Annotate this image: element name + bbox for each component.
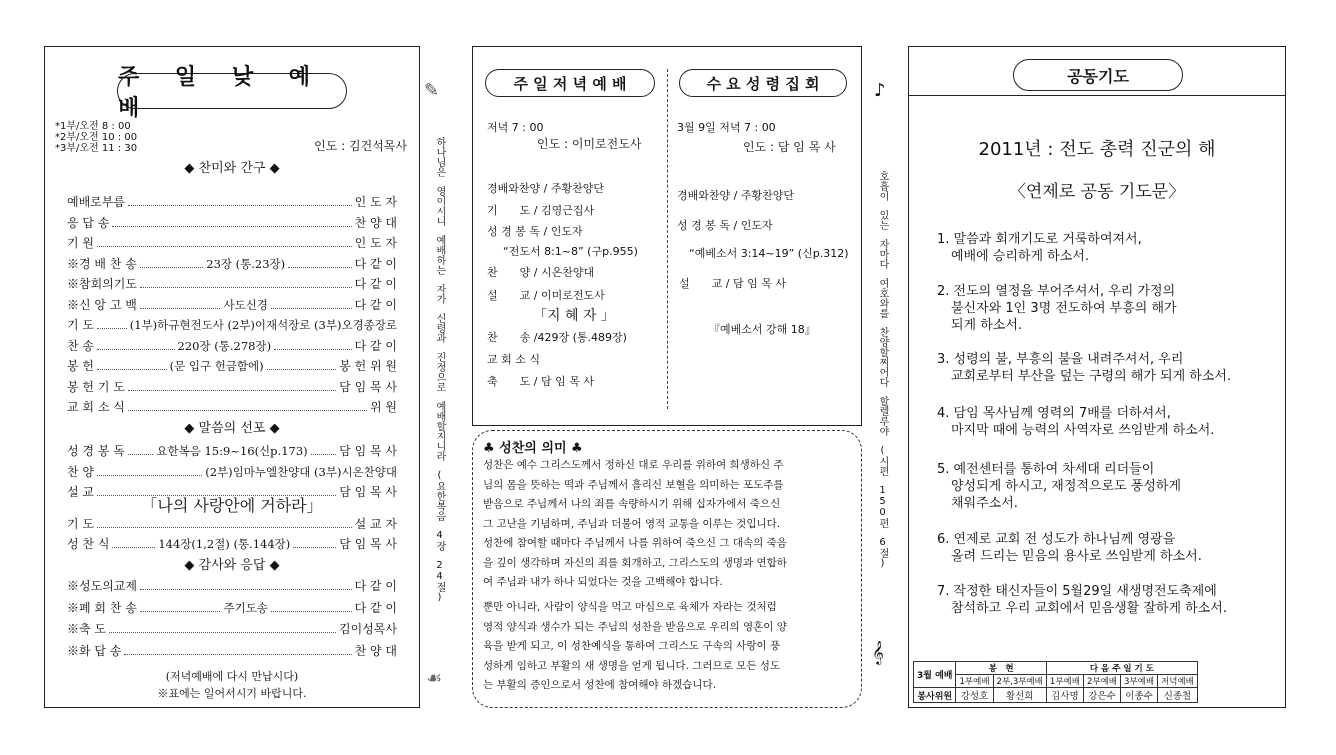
prayer-item-line: 채워주소서. xyxy=(951,496,1018,511)
dot-leader xyxy=(97,466,202,476)
order-detail: 사도신경 xyxy=(223,297,268,312)
violin-icon: 𝄞 xyxy=(872,640,884,664)
prayer-item-line: 4. 담임 목사님께 영력의 7배를 더하셔서, xyxy=(937,406,1171,421)
verse-word: 여호와를 xyxy=(877,277,888,318)
order-row xyxy=(67,357,397,377)
communion-text-line: 성하게 임하고 부활의 새 생명을 얻게 됩니다. 그러므로 모든 성도 xyxy=(483,659,781,672)
section-word: ◆ 말씀의 선포 ◆ xyxy=(184,421,280,436)
order-row xyxy=(67,378,397,398)
order-detail: (문 입구 헌금함에) xyxy=(169,359,264,373)
order-row xyxy=(67,642,397,662)
prayer-item-line: 1. 말씀과 회개기도로 거룩하여져서, xyxy=(937,232,1142,247)
dot-leader xyxy=(274,340,352,350)
order-row xyxy=(67,337,397,357)
service-item: 「지 혜 자 」 xyxy=(533,308,615,324)
service-item: 찬 송 /429장 (통.489장) xyxy=(487,331,627,344)
dot-leader xyxy=(140,299,221,309)
service-item: 『예베소서 강해 18』 xyxy=(709,323,816,336)
prayer-heading-2: 〈연제로 공동 기도문〉 xyxy=(1008,182,1186,202)
wednesday-time: 3월 9일 저녁 7 : 00 xyxy=(677,121,776,134)
order-detail: 주기도송 xyxy=(223,600,268,615)
dot-leader xyxy=(128,381,336,391)
prayer-item-line: 3. 성령의 불, 부흥의 불을 내려주셔서, 우리 xyxy=(937,352,1184,367)
service-item: 성 경 봉 독 / 인도자 xyxy=(487,225,583,238)
evening-time: 저녁 7 : 00 xyxy=(487,121,544,134)
communion-meaning-panel xyxy=(472,430,862,708)
evening-title: 주 일 저 녁 예 배 xyxy=(485,69,655,97)
duty-name: 신종철 xyxy=(1158,688,1198,703)
order-label: ※참회의기도 xyxy=(67,277,137,291)
prayer-item-line: 교회로부터 부산을 덮는 구령의 해가 되게 하소서. xyxy=(951,369,1232,384)
time-3: *3부/오전 11 : 30 xyxy=(55,143,138,154)
duty-column-header: 3부예배 xyxy=(1121,675,1158,688)
duty-prayer-header: 다 음 주 일 기 도 xyxy=(1046,662,1197,675)
prayer-item-line: 되게 하소서. xyxy=(951,318,1023,333)
dot-leader xyxy=(97,518,352,528)
duty-label-2: 봉사위원 xyxy=(914,688,956,703)
order-person: 봉 헌 위 원 xyxy=(339,359,398,373)
order-label: 성 경 봉 독 xyxy=(67,444,125,458)
column-divider xyxy=(667,69,668,409)
order-person: 담 임 목 사 xyxy=(339,444,398,458)
verse-word: (시편 xyxy=(877,444,888,476)
communion-text-line: 성찬은 예수 그리스도께서 정하신 대로 우리를 위하여 희생하신 주 xyxy=(483,459,784,471)
service-item: 기 도 / 김영근집사 xyxy=(487,204,595,217)
order-detail: (1부)하규현전도사 (2부)이재석장로 (3부)오경종장로 xyxy=(129,318,397,332)
verse-word: 신령과 xyxy=(434,312,445,343)
dot-leader xyxy=(271,299,352,309)
order-person: 위 원 xyxy=(370,400,397,414)
duty-name: 강성호 xyxy=(956,688,993,703)
communion-title: ♣ 성찬의 의미 ♣ xyxy=(483,441,583,456)
dot-leader xyxy=(128,445,154,455)
order-person: 인 도 자 xyxy=(354,195,397,209)
order-label: 기 도 xyxy=(67,517,94,531)
communion-text-line: 는 부활의 증인으로서 성찬에 참여해야 하겠습니다. xyxy=(483,679,717,691)
prayer-item-line: 2. 전도의 열정을 부어주셔서, 우리 가정의 xyxy=(937,284,1176,299)
dot-leader xyxy=(97,319,127,329)
verse-word: 4장 xyxy=(434,529,445,551)
order-label: 찬 송 xyxy=(67,338,94,353)
section-praise: ◆ 찬미와 간구 ◆ xyxy=(184,161,280,176)
duty-label-1: 3월 예배 xyxy=(914,662,956,688)
dot-leader xyxy=(271,602,352,612)
duty-column-header: 1부예배 xyxy=(1046,675,1083,688)
order-row xyxy=(67,463,397,483)
vertical-verse-2 xyxy=(874,104,888,644)
duty-name: 강은수 xyxy=(1083,688,1120,703)
wednesday-leader: 인도 : 담 임 목 사 xyxy=(743,140,836,154)
order-label: 교 회 소 식 xyxy=(67,400,125,414)
communion-text-line: 을 깊이 생각하며 자신의 죄를 회개하고, 그리스도의 생명과 연합하 xyxy=(483,556,787,569)
verse-word: 24절) xyxy=(434,559,445,603)
order-label: ※경 배 찬 송 xyxy=(67,256,137,271)
verse-word: 영이시니 xyxy=(434,185,445,226)
duty-name: 황선희 xyxy=(993,688,1046,703)
order-detail: 요한복음 15:9~16(신p.173) xyxy=(156,444,308,458)
order-person: 인 도 자 xyxy=(354,236,397,250)
order-label: 봉 헌 기 도 xyxy=(67,379,125,394)
order-row xyxy=(67,535,397,555)
order-row xyxy=(67,577,397,597)
communion-text-line: 뿐만 아니라, 사람이 양식을 먹고 마심으로 육체가 자라는 것처럼 xyxy=(483,601,777,613)
service-item: 경배와찬양 / 주황찬양단 xyxy=(677,189,794,202)
order-label: 찬 양 xyxy=(67,464,94,479)
dot-leader xyxy=(97,237,352,247)
dot-leader xyxy=(109,623,336,633)
order-detail: 220장 (통.278장) xyxy=(177,338,272,353)
order-person: 다 같 이 xyxy=(354,297,397,312)
footer-note-1: (저녁예배에 다시 만납시다) xyxy=(165,670,299,683)
verse-word: 6절) xyxy=(877,536,888,569)
prayer-title: 공동기도 xyxy=(1013,59,1183,91)
prayer-item-line: 6. 연제로 교회 전 성도가 하나님께 영광을 xyxy=(937,532,1176,547)
order-row xyxy=(67,442,397,462)
sunday-worship-title: 주 일 낮 예 배 xyxy=(117,73,347,109)
order-person: 김이성목사 xyxy=(339,622,397,636)
time-2: *2부/오전 10 : 00 xyxy=(55,132,138,143)
order-person: 다 같 이 xyxy=(354,579,397,593)
order-row xyxy=(67,214,397,234)
order-label: ※축 도 xyxy=(67,622,106,636)
evening-service-panel xyxy=(472,46,862,426)
duty-column-header: 2부,3부예배 xyxy=(993,675,1046,688)
order-row xyxy=(67,255,397,275)
order-label: 예배로부름 xyxy=(67,195,125,209)
prayer-item-line: 마지막 때에 능력의 사역자로 쓰임받게 하소서. xyxy=(951,423,1215,438)
dot-leader xyxy=(267,360,337,370)
communion-text-line: 육을 받게 되고, 이 성찬예식을 통하여 그리스도 구속의 사랑이 풍 xyxy=(483,640,781,652)
section-thanks: ◆ 감사와 응답 ◆ xyxy=(184,558,280,573)
verse-word: 자가 xyxy=(434,283,445,304)
order-label: ※화 답 송 xyxy=(67,643,122,658)
order-person: 찬 양 대 xyxy=(354,215,397,230)
vertical-verse-1 xyxy=(431,104,445,644)
dot-leader xyxy=(97,360,167,370)
duty-column-header: 1부예배 xyxy=(956,675,993,688)
verse-word: 호흡이 xyxy=(877,170,888,201)
order-person: 설 교 자 xyxy=(354,517,397,531)
service-item: 성 경 봉 독 / 인도자 xyxy=(677,219,773,232)
prayer-item-line: 참석하고 우리 교회에서 믿음생활 잘하게 하소서. xyxy=(951,601,1227,616)
service-item: 찬 양 / 시온찬양대 xyxy=(487,266,595,279)
order-row xyxy=(67,599,397,619)
order-person: 다 같 이 xyxy=(354,256,398,271)
communion-text-line: 받음으로 주님께서 나의 죄를 속량하시기 위해 십자가에서 죽으신 xyxy=(483,498,781,510)
duty-column-header: 2부예배 xyxy=(1083,675,1120,688)
duty-table xyxy=(913,661,1198,703)
dot-leader xyxy=(140,258,203,268)
verse-word: 자마다 xyxy=(877,238,888,269)
prayer-item-line: 양성되게 하시고, 재정적으로도 풍성하게 xyxy=(951,479,1182,494)
order-detail: 23장 (통.23장) xyxy=(206,256,286,271)
order-label: ※성도의교제 xyxy=(67,579,137,593)
leader: 인도 : 김건석목사 xyxy=(314,139,407,153)
prayer-heading-1: 2011년 : 전도 총력 진군의 해 xyxy=(978,139,1216,160)
dot-leader xyxy=(140,278,352,288)
verse-word: 예배할지니라 xyxy=(434,400,445,461)
order-row xyxy=(67,316,397,336)
evening-leader: 인도 : 이미로전도사 xyxy=(537,137,642,151)
prayer-item-line: 올려 드리는 믿음의 용사로 쓰임받게 하소서. xyxy=(951,549,1202,564)
order-person: 담 임 목 사 xyxy=(339,379,397,394)
order-row xyxy=(67,193,397,213)
duty-column-header: 저녁예배 xyxy=(1158,675,1198,688)
communion-text-line: 그 고난을 기념하며, 주님과 더불어 영적 교통을 이루는 것입니다. xyxy=(483,517,781,530)
dot-leader xyxy=(97,340,175,350)
dot-leader xyxy=(140,602,221,612)
service-item: “전도서 8:1~8” (구p.955) xyxy=(503,245,638,258)
service-item: 교 회 소 식 xyxy=(487,353,540,366)
order-row xyxy=(67,275,397,295)
order-label: 기 도 xyxy=(67,318,94,332)
sermon-title: 「나의 사랑안에 거하라」 xyxy=(141,496,323,515)
bible-icon: ✎ xyxy=(424,80,440,101)
communion-text-line: 영적 양식과 생수가 되는 주님의 성찬을 받음으로 우리의 영혼이 양 xyxy=(483,620,787,633)
dot-leader xyxy=(293,538,336,548)
prayer-item-line: 7. 작정한 태신자들이 5월29일 새생명전도축제에 xyxy=(937,584,1217,599)
dot-leader xyxy=(112,538,155,548)
dot-leader xyxy=(311,445,337,455)
communion-text-line: 성찬에 참여할 때마다 주님께서 나를 위하여 죽으신 그 대속의 죽음 xyxy=(483,537,787,549)
duty-name: 이종수 xyxy=(1121,688,1158,703)
service-item: 경배와찬양 / 주황찬양단 xyxy=(487,182,604,195)
order-row xyxy=(67,296,397,316)
order-label: ※신 앙 고 백 xyxy=(67,297,137,312)
order-person: 담 임 목 사 xyxy=(339,485,397,499)
praying-hands-icon: ☙ xyxy=(426,668,443,689)
dot-leader xyxy=(128,401,367,411)
service-item: 설 교 / 이미로전도사 xyxy=(487,289,605,302)
duty-offering-header: 봉 현 xyxy=(956,662,1046,675)
verse-word: (요한복음 xyxy=(434,469,445,521)
time-1: *1부/오전 8 : 00 xyxy=(55,121,131,132)
duty-name: 김사명 xyxy=(1046,688,1083,703)
sunday-worship-panel xyxy=(44,46,420,708)
dot-leader xyxy=(140,580,352,590)
footer-note-2: ※표에는 일어서시기 바랍니다. xyxy=(157,687,307,700)
prayer-panel xyxy=(908,46,1286,708)
prayer-item-line: 5. 예전센터를 통하여 차세대 리더들이 xyxy=(937,462,1155,477)
order-label: 봉 헌 xyxy=(67,359,94,373)
order-row xyxy=(67,515,397,535)
verse-word: 진정으로 xyxy=(434,351,445,392)
order-person: 다 같 이 xyxy=(354,277,397,291)
dot-leader xyxy=(288,258,351,268)
verse-word: 하나님은 xyxy=(434,136,445,177)
order-label: 기 원 xyxy=(67,236,94,250)
wednesday-title: 수 요 성 령 집 회 xyxy=(679,69,847,97)
verse-word: 150편 xyxy=(877,484,888,528)
order-person: 다 같 이 xyxy=(354,338,398,353)
communion-text-line: 님의 몸을 뜻하는 떡과 주님께서 흘리신 보혈을 의미하는 포도주를 xyxy=(483,478,784,491)
verse-word: 할렐루야 xyxy=(877,395,888,436)
service-item: 축 도 / 담 임 목 사 xyxy=(487,375,594,388)
dot-leader xyxy=(128,196,352,206)
order-label: 설 교 xyxy=(67,485,94,499)
order-person: 담 임 목 사 xyxy=(339,537,398,551)
order-row xyxy=(67,620,397,640)
service-item: 설 교 / 담 임 목 사 xyxy=(679,277,786,290)
music-note-icon: ♪ xyxy=(874,80,886,101)
dot-leader xyxy=(124,645,351,655)
communion-text-line: 여 주님과 내가 하나 되었다는 것을 고백해야 합니다. xyxy=(483,576,723,588)
verse-word: 찬양할찌어다 xyxy=(877,326,888,387)
prayer-item-line: 예배에 승리하게 하소서. xyxy=(951,249,1089,264)
order-person: 다 같 이 xyxy=(354,600,397,615)
prayer-divider xyxy=(909,95,1285,96)
order-row xyxy=(67,234,397,254)
verse-word: 있는 xyxy=(877,209,888,230)
order-row xyxy=(67,398,397,418)
order-label: 성 찬 식 xyxy=(67,537,110,551)
prayer-item-line: 불신자와 1인 3명 전도하여 부흥의 해가 xyxy=(951,301,1177,316)
order-label: 응 답 송 xyxy=(67,215,110,230)
order-detail: (2부)임마누엘찬양대 (3부)시온찬양대 xyxy=(205,464,397,479)
order-label: ※폐 회 찬 송 xyxy=(67,600,137,615)
service-item: “예베소서 3:14~19” (신p.312) xyxy=(689,247,849,260)
order-person: 찬 양 대 xyxy=(354,643,397,658)
verse-word: 예배하는 xyxy=(434,234,445,275)
dot-leader xyxy=(112,217,351,227)
order-detail: 144장(1,2절) (통.144장) xyxy=(158,537,291,551)
